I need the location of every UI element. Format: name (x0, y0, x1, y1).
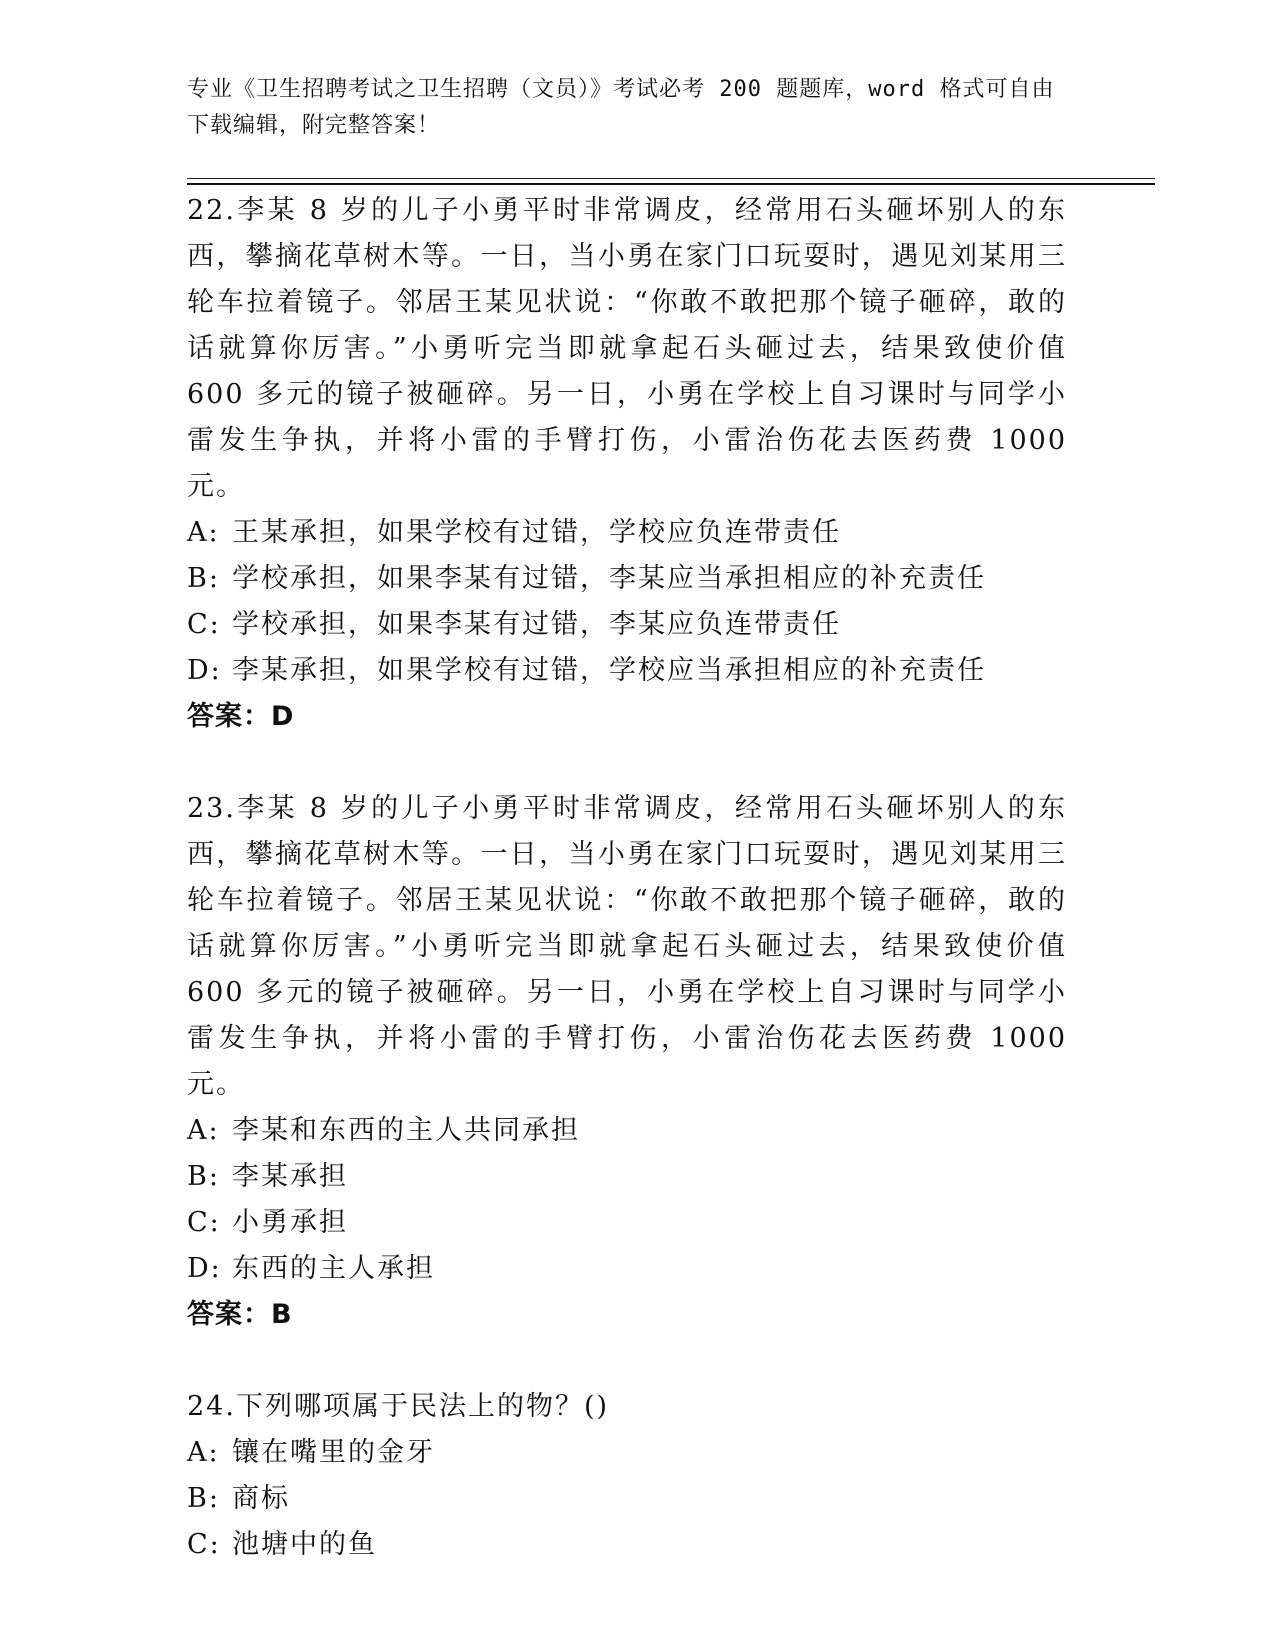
option-b (187, 556, 1067, 602)
option-key: B: (187, 1161, 220, 1192)
option-a (187, 1108, 1067, 1154)
option-text: 李某和东西的主人共同承担 (232, 1115, 580, 1146)
option-key: D: (187, 1253, 222, 1284)
option-key: A: (187, 517, 220, 548)
question-stem (187, 188, 1067, 510)
option-text: 李某承担 (232, 1161, 348, 1192)
option-text: 学校承担，如果李某有过错，李某应当承担相应的补充责任 (232, 563, 986, 594)
question-number: 23. (187, 793, 236, 824)
option-text: 李某承担，如果学校有过错，学校应当承担相应的补充责任 (232, 655, 986, 686)
option-key: A: (187, 1115, 220, 1146)
question-stem (187, 1384, 1067, 1430)
option-text: 商标 (232, 1483, 290, 1514)
option-text: 学校承担，如果李某有过错，李某应负连带责任 (232, 609, 841, 640)
option-key: B: (187, 563, 220, 594)
option-c (187, 1200, 1067, 1246)
answer-line: 答案：D (187, 701, 295, 732)
option-a (187, 510, 1067, 556)
option-text: 小勇承担 (232, 1207, 348, 1238)
question-22 (187, 188, 1067, 740)
option-b (187, 1476, 1067, 1522)
question-number: 22. (187, 195, 236, 226)
option-c (187, 1522, 1067, 1568)
option-d (187, 1246, 1067, 1292)
question-spacer (187, 740, 1067, 786)
question-23 (187, 786, 1067, 1338)
option-key: A: (187, 1437, 220, 1468)
option-key: B: (187, 1483, 220, 1514)
question-text: 李某 8 岁的儿子小勇平时非常调皮，经常用石头砸坏别人的东西，攀摘花草树木等。一日，当小勇在家门口玩耍时，遇见刘某用三轮车拉着镜子。邻居王某见状说：“你敢不敢把那个镜子砸碎，敢的话就算你厉害。”小勇听完当即就拿起石头砸过去，结果致使价值 600 多元的镜子被砸碎。另一日，小勇在学校上自习课时与同学小雷发生争执，并将小雷的手臂打伤，小雷治伤花去医药费 1000 元。 (187, 195, 1067, 502)
question-text: 下列哪项属于民法上的物？() (235, 1391, 610, 1422)
option-key: C: (187, 609, 221, 640)
question-stem (187, 786, 1067, 1108)
option-key: D: (187, 655, 222, 686)
option-text: 池塘中的鱼 (232, 1529, 377, 1560)
option-key: C: (187, 1207, 221, 1238)
option-a (187, 1430, 1067, 1476)
question-text: 李某 8 岁的儿子小勇平时非常调皮，经常用石头砸坏别人的东西，攀摘花草树木等。一日，当小勇在家门口玩耍时，遇见刘某用三轮车拉着镜子。邻居王某见状说：“你敢不敢把那个镜子砸碎，敢的话就算你厉害。”小勇听完当即就拿起石头砸过去，结果致使价值 600 多元的镜子被砸碎。另一日，小勇在学校上自习课时与同学小雷发生争执，并将小雷的手臂打伤，小雷治伤花去医药费 1000 元。 (187, 793, 1067, 1100)
question-number: 24. (187, 1391, 236, 1422)
option-text: 镶在嘴里的金牙 (232, 1437, 435, 1468)
option-text: 东西的主人承担 (232, 1253, 435, 1284)
header-divider-thick (187, 183, 1155, 185)
option-c (187, 602, 1067, 648)
question-spacer (187, 1338, 1067, 1384)
option-key: C: (187, 1529, 221, 1560)
option-text: 王某承担，如果学校有过错，学校应负连带责任 (232, 517, 841, 548)
answer-line: 答案：B (187, 1299, 293, 1330)
header-divider-thin (187, 178, 1155, 179)
question-list (187, 188, 1067, 1568)
question-24 (187, 1384, 1067, 1568)
option-d (187, 648, 1067, 694)
document-header: 专业《卫生招聘考试之卫生招聘（文员）》考试必考 200 题题库，word 格式可自由下载编辑，附完整答案！ (187, 77, 1055, 138)
option-b (187, 1154, 1067, 1200)
